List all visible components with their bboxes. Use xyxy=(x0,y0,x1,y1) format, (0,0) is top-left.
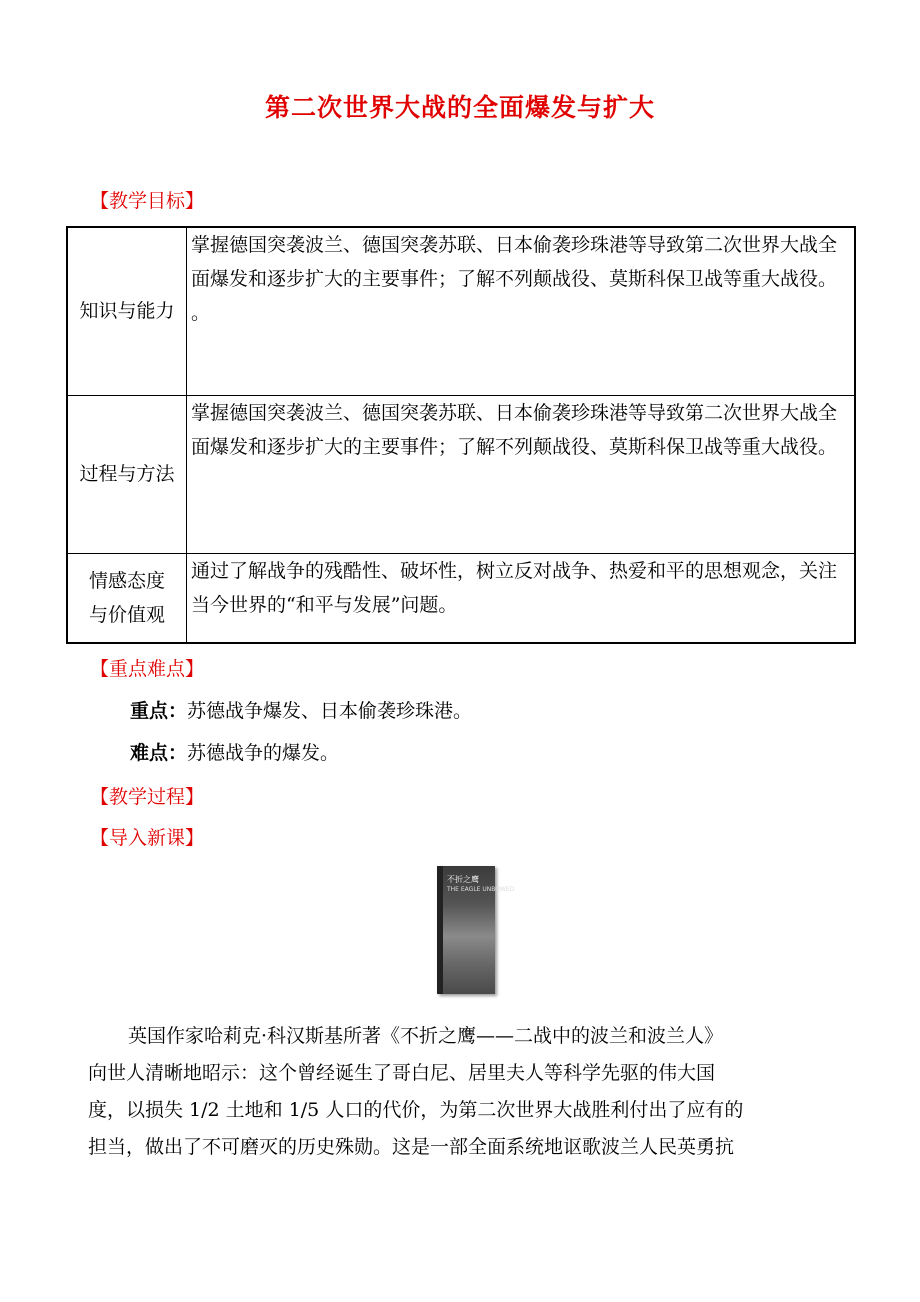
row-text-body: 掌握德国突袭波兰、德国突袭苏联、日本偷袭珍珠港等导致第二次世界大战全面爆发和逐步扩大的主要事件；了解不列颠战役、莫斯科保卫战等重大战役。 xyxy=(191,234,838,290)
section-heading-process: 【教学过程】 xyxy=(90,786,205,808)
row-text: 掌握德国突袭波兰、德国突袭苏联、日本偷袭珍珠港等导致第二次世界大战全面爆发和逐步扩大的主要事件；了解不列颠战役、莫斯科保卫战等重大战役。 xyxy=(187,395,856,553)
row-label xyxy=(67,553,187,643)
paragraph-line: 度，以损失 1/2 土地和 1/5 人口的代价，为第二次世界大战胜利付出了应有的 xyxy=(88,1099,744,1121)
book-title-cn: 不折之鹰 xyxy=(447,875,479,884)
section-heading-keypoints: 【重点难点】 xyxy=(90,658,205,680)
paragraph-line: 向世人清晰地昭示：这个曾经诞生了哥白尼、居里夫人等科学先驱的伟大国 xyxy=(88,1062,716,1084)
row-label: 过程与方法 xyxy=(67,395,187,553)
table-row xyxy=(67,553,855,643)
difficult-point-line xyxy=(130,738,339,765)
difficult-point-label: 难点： xyxy=(130,742,188,764)
row-text xyxy=(187,227,856,395)
section-heading-intro: 【导入新课】 xyxy=(90,827,205,849)
paragraph-line: 英国作家哈莉克·科汉斯基所著《不折之鹰——二战中的波兰和波兰人》 xyxy=(128,1025,724,1047)
difficult-point-text: 苏德战争的爆发。 xyxy=(187,742,340,764)
book-cover-image xyxy=(437,866,515,994)
table-row xyxy=(67,395,855,553)
row-label-line: 与价值观 xyxy=(88,603,165,626)
book-spine xyxy=(437,866,443,994)
key-point-label: 重点： xyxy=(130,700,188,722)
table-row xyxy=(67,227,855,395)
intro-paragraph xyxy=(88,1018,836,1166)
document-title: 第二次世界大战的全面爆发与扩大 xyxy=(264,93,655,122)
book-title-en: THE EAGLE UNBOWED xyxy=(447,886,515,893)
section-heading-goals: 【教学目标】 xyxy=(90,190,205,212)
key-point-line xyxy=(130,696,472,723)
paragraph-line: 担当，做出了不可磨灭的历史殊勋。这是一部全面系统地讴歌波兰人民英勇抗 xyxy=(88,1136,735,1158)
row-label: 知识与能力 xyxy=(67,227,187,395)
goals-table xyxy=(66,226,856,644)
row-text: 通过了解战争的残酷性、破坏性，树立反对战争、热爱和平的思想观念，关注当今世界的“和平与发展”问题。 xyxy=(187,553,856,643)
row-text-extra: 。 xyxy=(191,302,211,324)
key-point-text: 苏德战争爆发、日本偷袭珍珠港。 xyxy=(187,700,473,722)
row-label-line: 情感态度 xyxy=(88,569,165,592)
